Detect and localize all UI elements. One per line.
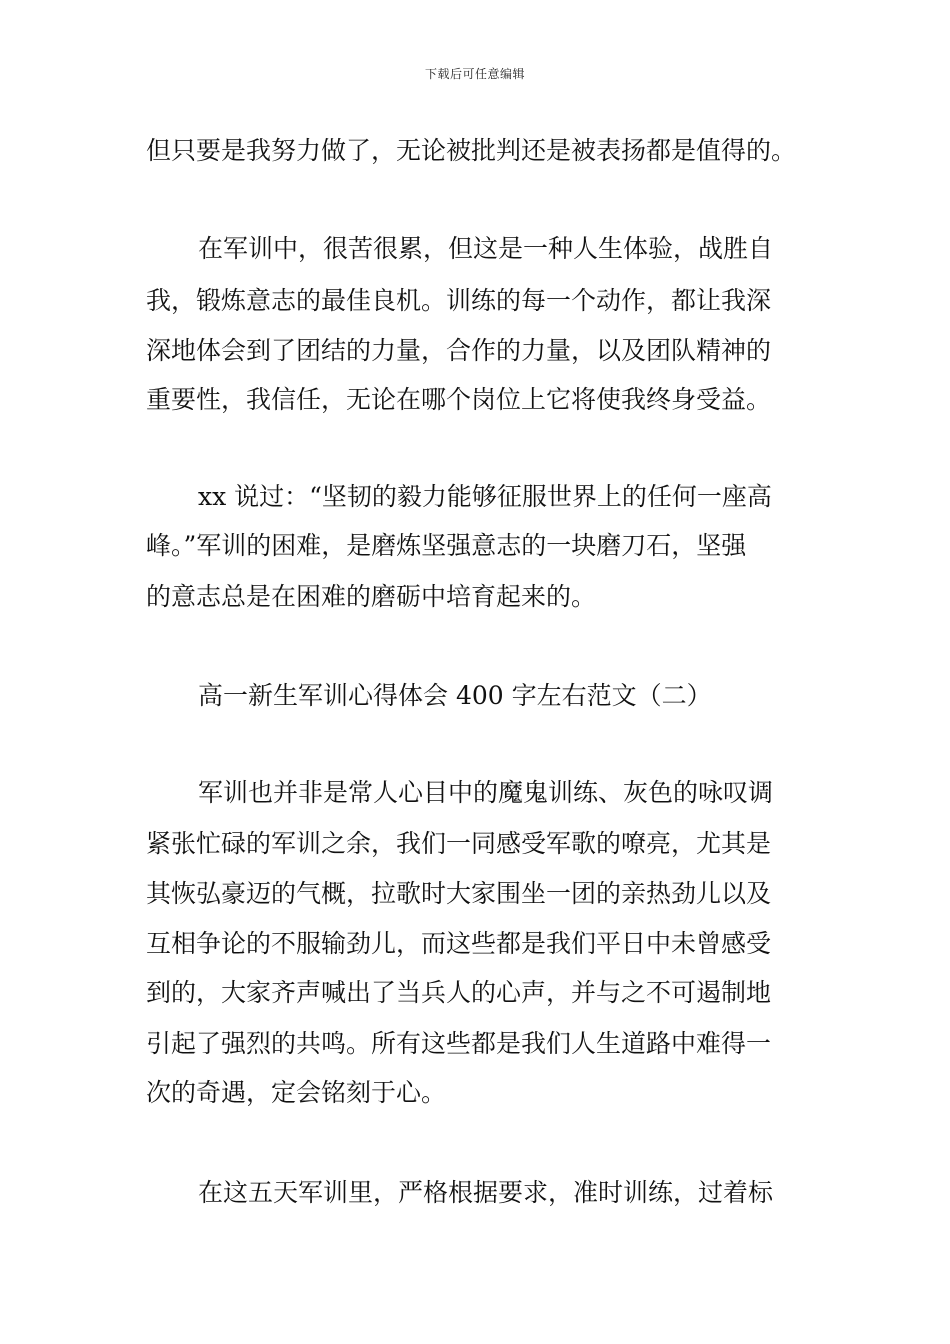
paragraph-line: xx 说过：“坚韧的毅力能够征服世界上的任何一座高 [198,482,772,511]
paragraph-line: 引起了强烈的共鸣。所有这些都是我们人生道路中难得一 [146,1029,772,1058]
paragraph-line: 互相争论的不服输劲儿，而这些都是我们平日中未曾感受 [146,929,772,958]
paragraph-line: 次的奇遇，定会铭刻于心。 [146,1078,447,1107]
paragraph-line: 到的，大家齐声喊出了当兵人的心声，并与之不可遏制地 [146,978,772,1007]
paragraph-line: 但只要是我努力做了，无论被批判还是被表扬都是值得的。 [146,136,797,165]
paragraph-line: 峰。”军训的困难，是磨炼坚强意志的一块磨刀石，坚强 [146,531,747,560]
paragraph-line: 军训也并非是常人心目中的魔鬼训练、灰色的咏叹调 [198,778,774,807]
paragraph-line: 深地体会到了团结的力量，合作的力量，以及团队精神的 [146,336,772,365]
paragraph-line: 紧张忙碌的军训之余，我们一同感受军歌的嘹亮，尤其是 [146,829,772,858]
paragraph-line: 我，锻炼意志的最佳良机。训练的每一个动作，都让我深 [146,286,772,315]
paragraph-line: 的意志总是在困难的磨砺中培育起来的。 [146,582,597,611]
section-heading: 高一新生军训心得体会 400 字左右范文（二） [198,681,712,710]
paragraph-line: 重要性，我信任，无论在哪个岗位上它将使我终身受益。 [146,385,772,414]
paragraph-line: 其恢弘豪迈的气概，拉歌时大家围坐一团的亲热劲儿以及 [146,879,772,908]
page-header: 下载后可任意编辑 [424,67,525,81]
paragraph-line: 在军训中，很苦很累，但这是一种人生体验，战胜自 [198,234,774,263]
paragraph-line: 在这五天军训里，严格根据要求，准时训练，过着标 [198,1178,774,1207]
